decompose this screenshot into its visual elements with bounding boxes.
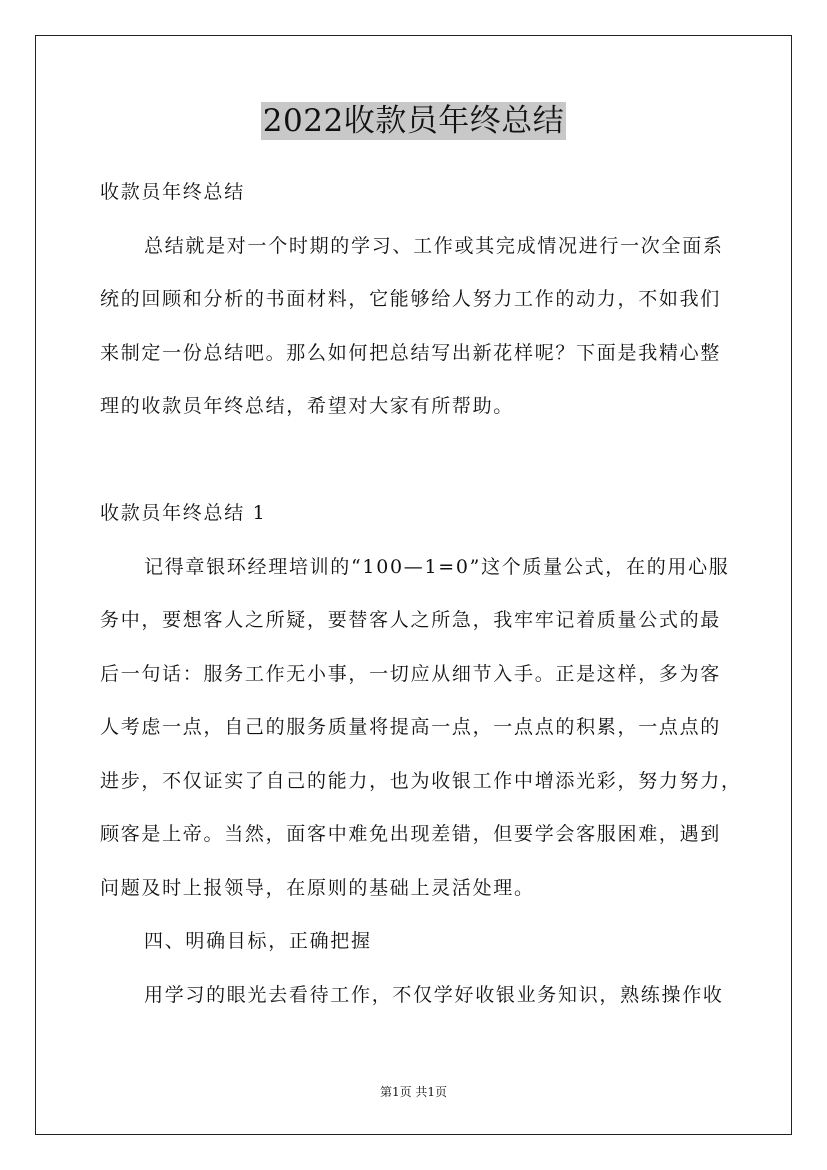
blank-line: [100, 434, 740, 488]
paragraph-line: 进步，不仅证实了自己的能力，也为收银工作中增添光彩，努力努力，: [100, 769, 742, 792]
paragraph-line: 问题及时上报领导，在原则的基础上灵活处理。: [100, 876, 535, 899]
document-body: [100, 166, 740, 1022]
intro-line: 总结就是对一个时期的学习、工作或其完成情况进行一次全面系: [144, 234, 724, 257]
title-area: [0, 102, 827, 140]
paragraph-line: 顾客是上帝。当然，面客中难免出现差错，但要学会客服困难，遇到: [100, 823, 722, 845]
section-heading: 收款员年终总结 1: [100, 502, 267, 524]
paragraph-line: 用学习的眼光去看待工作，不仅学好收银业务知识，熟练操作收: [144, 983, 724, 1006]
intro-line: 理的收款员年终总结，希望对大家有所帮助。: [100, 395, 515, 417]
paragraph-line: 记得章银环经理培训的“100—1=0”这个质量公式，在的用心服: [144, 555, 730, 578]
page-footer: 第1页 共1页: [379, 1085, 448, 1099]
paragraph-line: 后一句话：服务工作无小事，一切应从细节入手。正是这样，多为客: [100, 662, 722, 685]
intro-line: 来制定一份总结吧。那么如何把总结写出新花样呢？下面是我精心整: [100, 341, 722, 364]
intro-line: 统的回顾和分析的书面材料，它能够给人努力工作的动力，不如我们: [100, 288, 722, 310]
sub-heading: 四、明确目标，正确把握: [144, 930, 372, 952]
document-title: 2022收款员年终总结: [262, 103, 565, 139]
subtitle: 收款员年终总结: [100, 181, 245, 203]
paragraph-line: 务中，要想客人之所疑，要替客人之所急，我牢牢记着质量公式的最: [100, 609, 722, 631]
paragraph-line: 人考虑一点，自己的服务质量将提高一点，一点点的积累，一点点的: [100, 716, 722, 738]
